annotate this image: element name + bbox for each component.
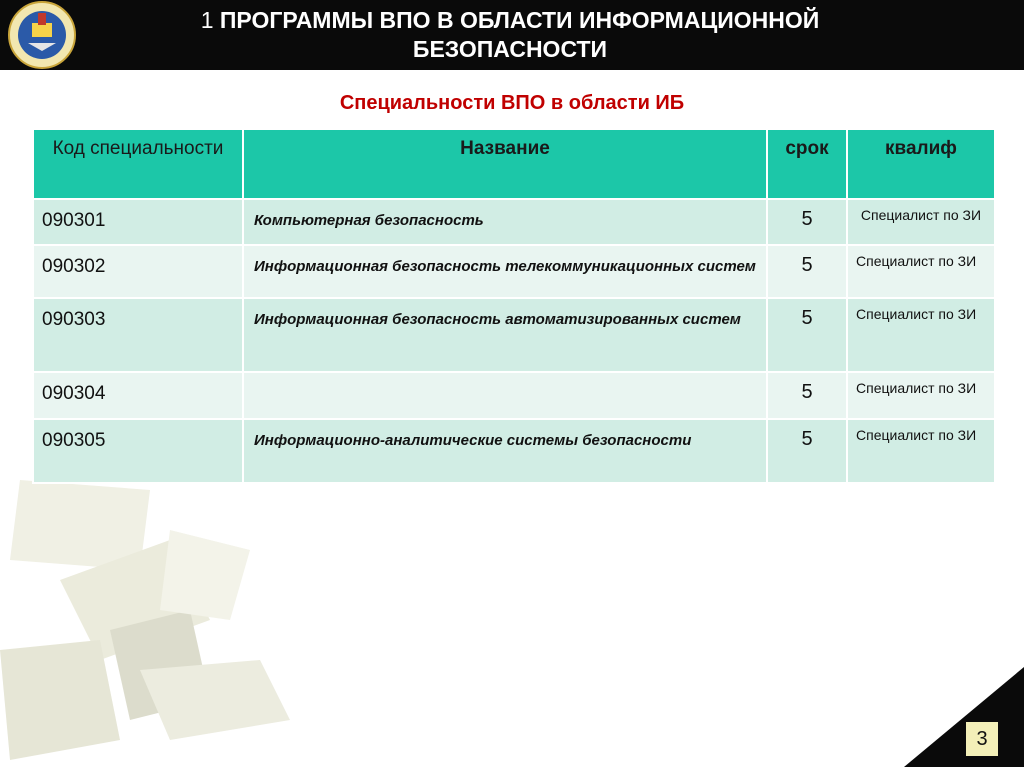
cubes-decoration — [0, 470, 300, 767]
cell-term: 5 — [767, 199, 847, 245]
table-row — [33, 199, 995, 245]
cell-term: 5 — [767, 372, 847, 419]
cell-term: 5 — [767, 419, 847, 483]
cell-name: Компьютерная безопасность — [243, 199, 767, 245]
page-title — [110, 6, 910, 64]
column-header-term: срок — [767, 129, 847, 199]
cell-name — [243, 372, 767, 419]
cell-qual: Специалист по ЗИ — [847, 245, 995, 298]
table-row — [33, 419, 995, 483]
table-caption: Специальности ВПО в области ИБ — [339, 92, 685, 114]
title-line-2: БЕЗОПАСНОСТИ — [412, 36, 608, 62]
page-corner-icon — [904, 667, 1024, 767]
cell-code: 090305 — [33, 419, 243, 483]
title-number: 1 — [200, 7, 214, 33]
cell-code: 090301 — [33, 199, 243, 245]
cell-code: 090304 — [33, 372, 243, 419]
column-header-name: Название — [243, 129, 767, 199]
specialties-table — [32, 128, 996, 484]
cell-qual: Специалист по ЗИ — [847, 419, 995, 483]
cell-term: 5 — [767, 298, 847, 372]
slide-header — [0, 0, 1024, 70]
column-header-code: Код специальности — [33, 129, 243, 199]
table-row — [33, 245, 995, 298]
cell-code: 090303 — [33, 298, 243, 372]
table-header-row — [33, 129, 995, 199]
cell-name: Информационно-аналитические системы безопасности — [243, 419, 767, 483]
cell-qual: Специалист по ЗИ — [847, 372, 995, 419]
table-row — [33, 372, 995, 419]
cell-term: 5 — [767, 245, 847, 298]
column-header-qual: квалиф — [847, 129, 995, 199]
cell-name: Информационная безопасность автоматизированных систем — [243, 298, 767, 372]
table-row — [33, 298, 995, 372]
cell-qual: Специалист по ЗИ — [847, 298, 995, 372]
cell-name: Информационная безопасность телекоммуникационных систем — [243, 245, 767, 298]
title-line-1: ПРОГРАММЫ ВПО В ОБЛАСТИ ИНФОРМАЦИОННОЙ — [219, 7, 820, 33]
cell-qual: Специалист по ЗИ — [847, 199, 995, 245]
page-number: 3 — [966, 722, 998, 756]
university-logo-icon — [2, 1, 82, 69]
cell-code: 090302 — [33, 245, 243, 298]
